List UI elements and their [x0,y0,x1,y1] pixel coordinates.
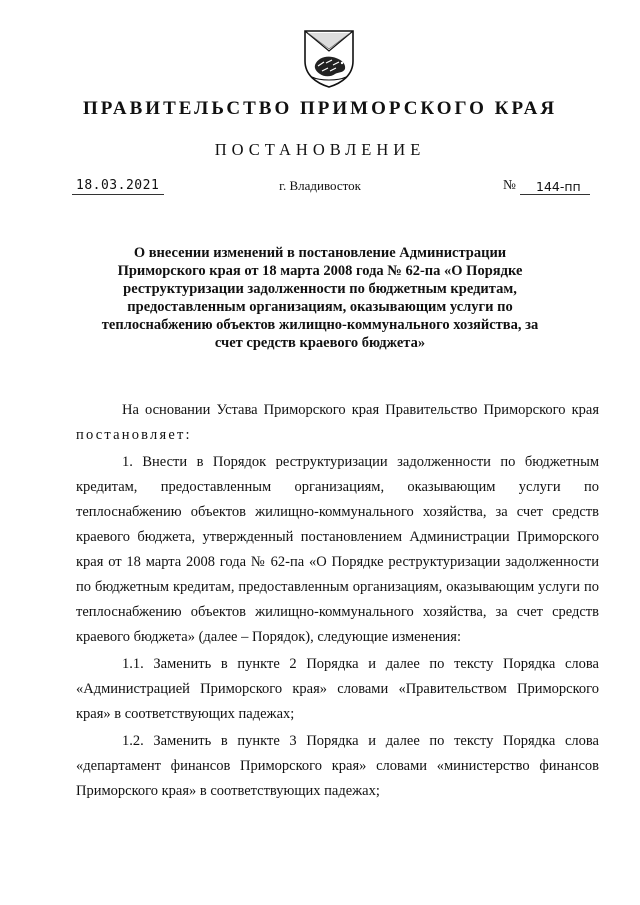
document-date: 18.03.2021 [76,178,160,193]
government-title: ПРАВИТЕЛЬСТВО ПРИМОРСКОГО КРАЯ [82,98,558,119]
paragraph-1-2: 1.2. Заменить в пункте 3 Порядка и далее по тексту Порядка слова «департамент финансов Приморского края» словами «министерство финансов Приморского края» в соответствующих падежах; [76,733,599,799]
decree-keyword: постановляет: [76,427,192,443]
paragraph-1: 1. Внести в Порядок реструктуризации задолженности по бюджетным кредитам, предоставленным организациям, оказывающим услуги по теплоснабжению объектов жилищно-коммунального хозяйства, за счет средств краевого бюджета, утвержденный постановлением Администрации Приморского края от 18 марта 2008 года № 62-па «О Порядке реструктуризации задолженности по бюджетным кредитам, предоставленным организациям, оказывающим услуги по теплоснабжению объектов жилищно-коммунального хозяйства, за счет средств краевого бюджета» (далее – Порядок), следующие изменения: [76,454,599,645]
date-underline [72,194,164,195]
document-city: г. Владивосток [279,178,361,193]
document-title: О внесении изменений в постановление Администрации Приморского края от 18 марта 2008 года № 62-па «О Порядке реструктуризации задолженности по бюджетным кредитам, предоставленным организациям, оказывающим услуги по теплоснабжению объектов жилищно-коммунального хозяйства, за счет средств краевого бюджета» [101,245,539,351]
document-type: ПОСТАНОВЛЕНИЕ [214,140,426,159]
coat-of-arms-icon [302,27,356,89]
intro-paragraph [76,398,599,448]
number-sign: № [503,177,516,192]
number-underline [520,194,590,195]
document-body [76,398,599,806]
document-number: 144-пп [536,179,581,194]
intro-text: На основании Устава Приморского края Правительство Приморского края [122,402,599,418]
paragraph-1-1: 1.1. Заменить в пункте 2 Порядка и далее по тексту Порядка слова «Администрацией Приморского края» словами «Правительством Приморского края» в соответствующих падежах; [76,656,599,722]
